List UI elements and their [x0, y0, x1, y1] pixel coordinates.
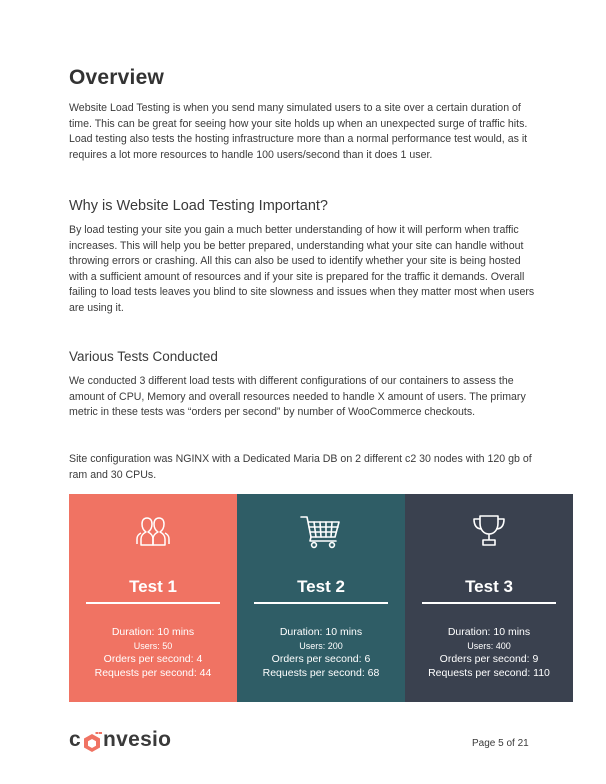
test-cards	[69, 494, 573, 702]
divider	[86, 602, 220, 604]
test-card-3	[405, 494, 573, 702]
test-stats	[237, 626, 405, 680]
divider	[254, 602, 388, 604]
orders-text: Orders per second: 4	[103, 653, 203, 665]
logo-text-post: nvesio	[102, 728, 172, 751]
users-icon	[69, 511, 237, 551]
duration-text: Duration: 10 mins	[447, 626, 531, 638]
requests-text: Requests per second: 44	[94, 666, 212, 679]
hexagon-logo-icon	[82, 732, 102, 752]
tests-heading: Various Tests Conducted	[69, 349, 218, 364]
convesio-logo	[69, 728, 171, 752]
orders-text: Orders per second: 6	[271, 653, 371, 665]
test-stats	[69, 626, 237, 680]
users-text: Users: 400	[467, 640, 511, 651]
requests-text: Requests per second: 110	[428, 666, 550, 679]
tests-paragraph: We conducted 3 different load tests with different configurations of our containers to assess the amount of CPU, Memory and overall resources needed to handle X amount of users. The primary metric in these tests was “orders per second” by number of WooCommerce checkouts.	[69, 375, 526, 419]
test-stats	[405, 626, 573, 680]
divider	[422, 602, 556, 604]
trophy-icon	[405, 511, 573, 551]
test-title: Test 3	[465, 577, 513, 596]
test-card-2	[237, 494, 405, 702]
why-heading: Why is Website Load Testing Important?	[69, 198, 328, 214]
logo-text-pre: c	[69, 728, 81, 751]
duration-text: Duration: 10 mins	[279, 626, 363, 638]
requests-text: Requests per second: 68	[262, 666, 380, 679]
why-paragraph: By load testing your site you gain a much better understanding of how it will perform when traffic increases. This will help you be better prepared, understanding what your site can handle without throwing errors or crashing. All this can also be used to identify whether your site is being hosted with a sufficient amount of resources and if your site is prepared for the traffic it demands. Overall failing to load tests leaves you blind to site slowness and issues when they matter most when users are using it.	[69, 224, 535, 314]
overview-paragraph: Website Load Testing is when you send many simulated users to a site over a certain duration of time. This can be great for seeing how your site holds up when an unexpected surge of traffic hits. Load testing also tests the hosting infrastructure more than a normal performance test would, as it requires a lot more resources to handle 100 users/second than it does 1 user.	[69, 102, 528, 161]
site-config-paragraph: Site configuration was NGINX with a Dedicated Maria DB on 2 different c2 30 nodes with 120 gb of ram and 30 CPUs.	[69, 453, 532, 481]
duration-text: Duration: 10 mins	[111, 626, 195, 638]
test-card-1	[69, 494, 237, 702]
page-number: Page 5 of 21	[472, 738, 529, 749]
orders-text: Orders per second: 9	[439, 653, 539, 665]
users-text: Users: 50	[133, 640, 173, 651]
shopping-cart-icon	[237, 511, 405, 551]
test-title: Test 2	[297, 577, 345, 596]
users-text: Users: 200	[299, 640, 343, 651]
overview-heading: Overview	[69, 66, 164, 89]
test-title: Test 1	[129, 577, 177, 596]
